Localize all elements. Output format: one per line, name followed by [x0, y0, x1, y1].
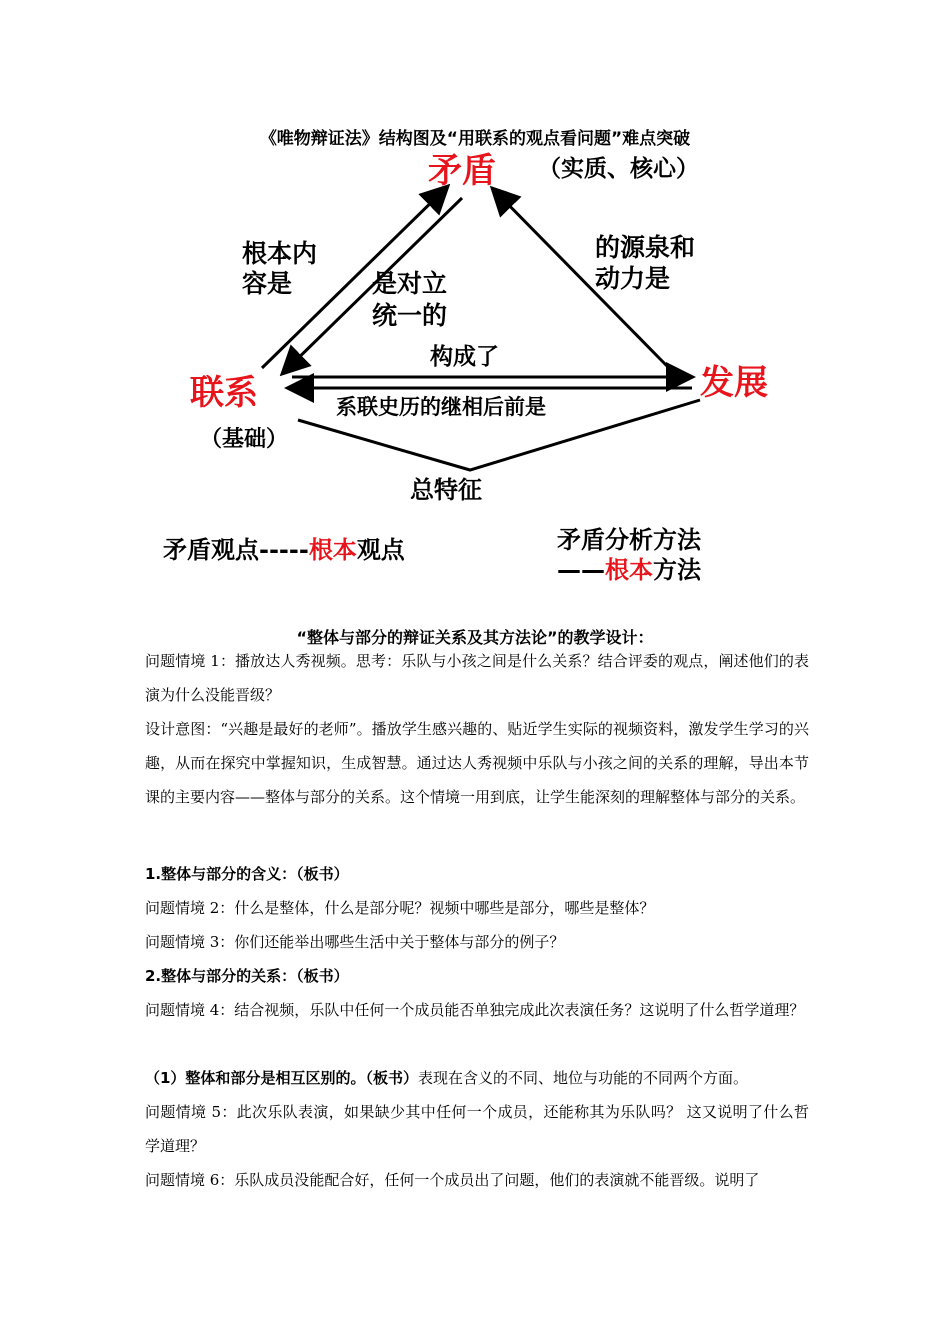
- point-1-bold: （1）整体和部分是相互区别的。（板书）: [145, 1069, 418, 1087]
- label-right: 的源泉和: [595, 233, 696, 262]
- heading-relation: 2.整体与部分的关系：（板书）: [145, 967, 349, 985]
- node-development: 发展: [700, 363, 768, 403]
- label-right: 动力是: [595, 264, 671, 293]
- paragraph-situation-5: 问题情境 5：此次乐队表演，如果缺少其中任何一个成员，还能称其为乐队吗？ 这又说明了什么哲学道理？: [145, 1103, 809, 1155]
- paragraph-situation-2: 问题情境 2：什么是整体，什么是部分呢？视频中哪些是部分，哪些是整体？: [145, 899, 655, 917]
- label-left-outer: 根本内: [242, 239, 318, 268]
- label-left-outer: 容是: [242, 269, 293, 298]
- contradiction-analysis-method-line2: ——根本方法: [557, 556, 701, 584]
- dialectics-structure-diagram: [0, 140, 950, 600]
- contradiction-viewpoint: 矛盾观点-----根本观点: [163, 536, 405, 564]
- section-title: “整体与部分的辩证关系及其方法论”的教学设计：: [296, 628, 654, 647]
- label-left-inner: 统一的: [372, 301, 448, 330]
- point-1-rest: 表现在含义的不同、地位与功能的不同两个方面。: [417, 1069, 748, 1087]
- contradiction-analysis-method: 矛盾分析方法: [557, 526, 701, 554]
- label-left-inner: 是对立: [372, 269, 448, 298]
- node-link: 联系: [190, 373, 258, 413]
- paragraph-point-1: [145, 1061, 809, 1095]
- node-link-note: （基础）: [200, 427, 289, 452]
- label-middle-bottom: 系联史历的继相后前是: [336, 395, 546, 419]
- node-contradiction: 矛盾: [428, 151, 496, 191]
- node-contradiction-note: （实质、核心）: [538, 156, 699, 182]
- label-bottom: 总特征: [410, 476, 482, 504]
- paragraph-situation-1: 问题情境 1：播放达人秀视频。思考：乐队与小孩之间是什么关系？结合评委的观点，阐述他们的表演为什么没能晋级？: [145, 652, 809, 704]
- page-title: 《唯物辩证法》结构图及“用联系的观点看问题”难点突破: [259, 129, 691, 149]
- paragraph-situation-4: 问题情境 4：结合视频，乐队中任何一个成员能否单独完成此次表演任务？这说明了什么哲学道理？: [145, 1001, 805, 1019]
- label-middle-top: 构成了: [430, 344, 499, 370]
- paragraph-situation-6: 问题情境 6：乐队成员没能配合好，任何一个成员出了问题，他们的表演就不能晋级。说明了: [145, 1171, 760, 1189]
- heading-meaning: 1.整体与部分的含义：（板书）: [145, 865, 349, 883]
- paragraph-situation-3: 问题情境 3：你们还能举出哪些生活中关于整体与部分的例子？: [145, 933, 565, 951]
- paragraph-design-intent: 设计意图：“兴趣是最好的老师”。播放学生感兴趣的、贴近学生实际的视频资料，激发学生学习的兴趣，从而在探究中掌握知识，生成智慧。通过达人秀视频中乐队与小孩之间的关系的理解，导出本节课的主要内容——整体与部分的关系。这个情境一用到底，让学生能深刻的理解整体与部分的关系。: [145, 720, 809, 806]
